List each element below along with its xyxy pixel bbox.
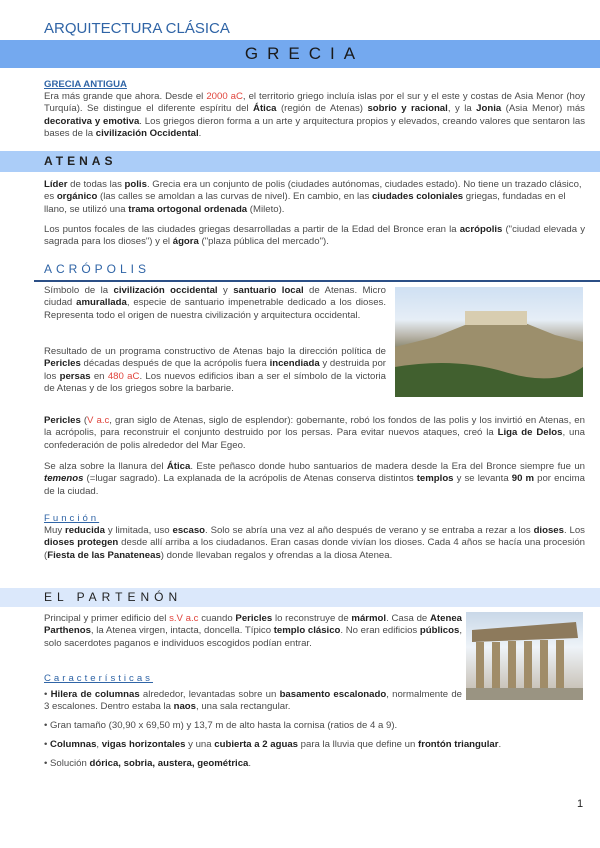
emphasis-text: acrópolis xyxy=(459,224,503,235)
text-run: . No eran edificios xyxy=(340,625,420,637)
emphasis-text: ágora xyxy=(172,236,199,248)
text-run: ("ciudad elevada y sagrada para los dioses") y el xyxy=(44,224,585,248)
text-run: Era más grande que ahora. Desde el xyxy=(44,91,207,102)
emphasis-text: templo clásico xyxy=(273,625,341,637)
highlight-date: V a.c xyxy=(87,415,110,426)
emphasis-text: Hilera de columnas xyxy=(50,689,140,700)
text-run: desde allí arriba a los ciudadanos. Eran casas donde vivían los dioses. Cada 4 años se hacía una procesión ( xyxy=(44,537,586,561)
emphasis-text: temenos xyxy=(44,473,84,485)
emphasis-text: Pericles xyxy=(44,415,81,426)
partenon-paragraph xyxy=(44,613,462,650)
text-run: griegas, fundadas en el llano, se utilizó una xyxy=(44,191,566,215)
text-run: . Casa de xyxy=(386,613,430,624)
section-heading-partenon: EL PARTENÓN xyxy=(0,588,600,607)
text-run: (Mileto). xyxy=(247,203,285,215)
text-run: , normalmente de 3 escalones. Dentro estaba la xyxy=(44,689,463,713)
emphasis-text: orgánico xyxy=(56,191,98,203)
emphasis-text: Pericles xyxy=(44,358,81,370)
emphasis-text: polis xyxy=(124,179,147,190)
emphasis-text: vigas horizontales xyxy=(101,739,186,750)
text-run: • Gran tamaño (30,90 x 69,50 m) y 13,7 m de alto hasta la cornisa (ratios de 4 a 9). xyxy=(44,720,398,731)
bullet-item xyxy=(44,689,462,714)
text-run: por encima de la ciudad. xyxy=(44,473,585,497)
text-run: Símbolo de la xyxy=(44,285,114,296)
text-run: ( xyxy=(80,415,88,426)
text-run: y limitada, uso xyxy=(105,525,173,536)
section-subtitle-grecia-antigua: GRECIA ANTIGUA xyxy=(44,79,127,90)
text-run: (Asia Menor) más xyxy=(501,103,585,115)
text-run: de Atenas. Micro ciudad xyxy=(44,285,386,309)
text-run: , gran siglo de Atenas, siglo de esplendor): gobernante, robó los fondos de las polis y los invirtió en Atenas, en la acrópolis, para reconstruir el conjunto destruido por los persas. Para evitar nuevos ataques, creó la xyxy=(44,415,585,439)
acropolis-photo xyxy=(395,287,583,397)
bullet-item xyxy=(44,720,585,732)
text-run: y se levanta xyxy=(453,473,512,485)
heading-underline xyxy=(34,280,600,282)
acropolis-paragraph-3 xyxy=(44,415,585,452)
text-run: . xyxy=(198,128,202,140)
funcion-paragraph xyxy=(44,525,585,562)
emphasis-text: públicos xyxy=(419,625,460,637)
text-run: Los puntos focales de las ciudades griegas desarrolladas a partir de la Edad del Bronce eran la xyxy=(44,224,460,235)
emphasis-text: decorativa y emotiva xyxy=(44,115,140,127)
emphasis-text: Atenea Parthenos xyxy=(44,613,462,637)
emphasis-text: frontón triangular xyxy=(418,739,499,750)
text-run: alrededor, levantadas sobre un xyxy=(139,689,280,700)
text-run: Principal y primer edificio del xyxy=(44,613,170,624)
text-run: . Este peñasco donde hubo santuarios de madera desde la Era del Bronce siempre fue un xyxy=(190,461,585,472)
text-run: , especie de santuario impenetrable dedicado a los dioses. Representa todo el origen de nuestra civilización y arquitectura occidental. xyxy=(44,297,386,321)
text-run: décadas después de que la acrópolis fuera xyxy=(80,358,270,370)
emphasis-text: incendiada xyxy=(269,358,320,370)
text-run: en xyxy=(90,370,108,382)
text-run: , la Atenea virgen, intacta, doncella. Típico xyxy=(90,625,274,637)
emphasis-text: Líder xyxy=(44,179,68,190)
highlight-date: s.V a.c xyxy=(169,613,199,624)
text-run: y una xyxy=(185,739,215,750)
acropolis-paragraph-4 xyxy=(44,461,585,498)
parthenon-illustration xyxy=(466,612,583,700)
text-run: Resultado de un programa constructivo de Atenas bajo la dirección política de xyxy=(44,346,386,357)
emphasis-text: Pericles xyxy=(235,613,273,624)
text-run: , el territorio griego incluía islas por el sur y el este y costas de Asia Menor (hoy Turquía). Se distingue el diferente espíritu del xyxy=(44,91,585,115)
text-run: y destruida por los xyxy=(44,358,386,382)
emphasis-text: mármol xyxy=(351,613,387,624)
emphasis-text: dórica, sobria, austera, geométrica xyxy=(89,758,249,769)
text-run: ("plaza pública del mercado"). xyxy=(198,236,329,248)
text-run: , una confederación de polis alrededor del Mar Egeo. xyxy=(44,427,586,451)
emphasis-text: civilización occidental xyxy=(113,285,218,296)
emphasis-text: cubierta a 2 aguas xyxy=(214,739,298,750)
subtitle-caracteristicas: Características xyxy=(44,673,153,684)
emphasis-text: amurallada xyxy=(76,297,127,309)
acropolis-illustration xyxy=(395,287,583,397)
chapter-banner: GRECIA xyxy=(0,40,600,68)
emphasis-text: escaso xyxy=(172,525,206,536)
text-run: . xyxy=(498,739,502,750)
emphasis-text: dioses protegen xyxy=(44,537,119,549)
section-heading-acropolis: ACRÓPOLIS xyxy=(44,262,151,276)
text-run: . xyxy=(248,758,252,769)
text-run: (región de Atenas) xyxy=(276,103,368,115)
text-run: cuando xyxy=(198,613,236,624)
emphasis-text: Liga de Delos xyxy=(497,427,563,439)
text-run: ) donde llevaban regalos y ofrendas a la diosa Atenea. xyxy=(160,549,393,561)
text-run: . Los griegos dieron forma a un arte y arquitectura propios y elevados, creando valores que sentaron las bases de la xyxy=(44,115,585,140)
text-run: Se alza sobre la llanura del xyxy=(44,461,167,472)
emphasis-text: Ática xyxy=(166,461,191,472)
text-run: • Solución xyxy=(44,758,90,769)
highlight-date: 2000 aC xyxy=(206,91,243,102)
text-run: y xyxy=(217,285,234,296)
emphasis-text: Jonia xyxy=(476,103,502,115)
text-run: , y la xyxy=(447,103,477,115)
bullet-item xyxy=(44,739,585,751)
text-run: . Los nuevos edificios iban a ser el símbolo de la victoria de Atenas y de los griegos sobre la barbarie. xyxy=(44,370,387,395)
acropolis-paragraph-2 xyxy=(44,346,386,396)
text-run: lo reconstruye de xyxy=(272,613,352,624)
page-number: 1 xyxy=(577,798,584,810)
atenas-paragraph-1 xyxy=(44,179,585,216)
emphasis-text: trama ortogonal ordenada xyxy=(128,203,248,215)
highlight-date: 480 aC xyxy=(107,370,140,382)
text-run: , una sala rectangular. xyxy=(196,701,291,713)
emphasis-text: persas xyxy=(59,370,91,382)
emphasis-text: dioses xyxy=(533,525,564,536)
emphasis-text: basamento escalonado xyxy=(279,689,387,700)
text-run: . Los xyxy=(563,525,585,536)
emphasis-text: reducida xyxy=(65,525,105,536)
text-run: , xyxy=(96,739,102,750)
emphasis-text: santuario local xyxy=(233,285,304,296)
text-run: Muy xyxy=(44,525,65,536)
atenas-paragraph-2 xyxy=(44,224,585,249)
text-run: • xyxy=(44,689,51,700)
emphasis-text: Ática xyxy=(253,103,277,115)
emphasis-text: Columnas xyxy=(50,739,97,750)
emphasis-text: Fiesta de las Panateneas xyxy=(47,549,161,561)
emphasis-text: 90 m xyxy=(511,473,535,485)
text-run: (las calles se amoldan a las curvas de nivel). En cambio, en las xyxy=(97,191,372,203)
section-heading-atenas: ATENAS xyxy=(0,151,600,172)
text-run: para la lluvia que define un xyxy=(298,739,419,750)
acropolis-paragraph-1 xyxy=(44,285,386,322)
text-run: . Solo se abría una vez al año después de verano y se entraba a rezar a los xyxy=(205,525,534,536)
text-run: de todas las xyxy=(67,179,125,190)
emphasis-text: sobrio y racional xyxy=(367,103,448,115)
parthenon-photo xyxy=(466,612,583,700)
text-run: • xyxy=(44,739,51,750)
text-run: (=lugar sagrado). La explanada de la acrópolis de Atenas conserva distintos xyxy=(83,473,417,485)
intro-paragraph xyxy=(44,91,585,141)
text-run: . Grecia era un conjunto de polis (ciudades autónomas, ciudades estado). No tiene un trazado clásico, es xyxy=(44,179,582,203)
document-title: ARQUITECTURA CLÁSICA xyxy=(44,20,230,37)
emphasis-text: templos xyxy=(416,473,454,485)
text-run: , solo sacerdotes paganos e individuos escogidos podían entrar. xyxy=(44,625,462,649)
emphasis-text: civilización Occidental xyxy=(95,128,199,140)
emphasis-text: naos xyxy=(173,701,197,713)
emphasis-text: ciudades coloniales xyxy=(371,191,464,203)
subtitle-funcion: Función xyxy=(44,513,100,524)
bullet-item xyxy=(44,758,585,770)
